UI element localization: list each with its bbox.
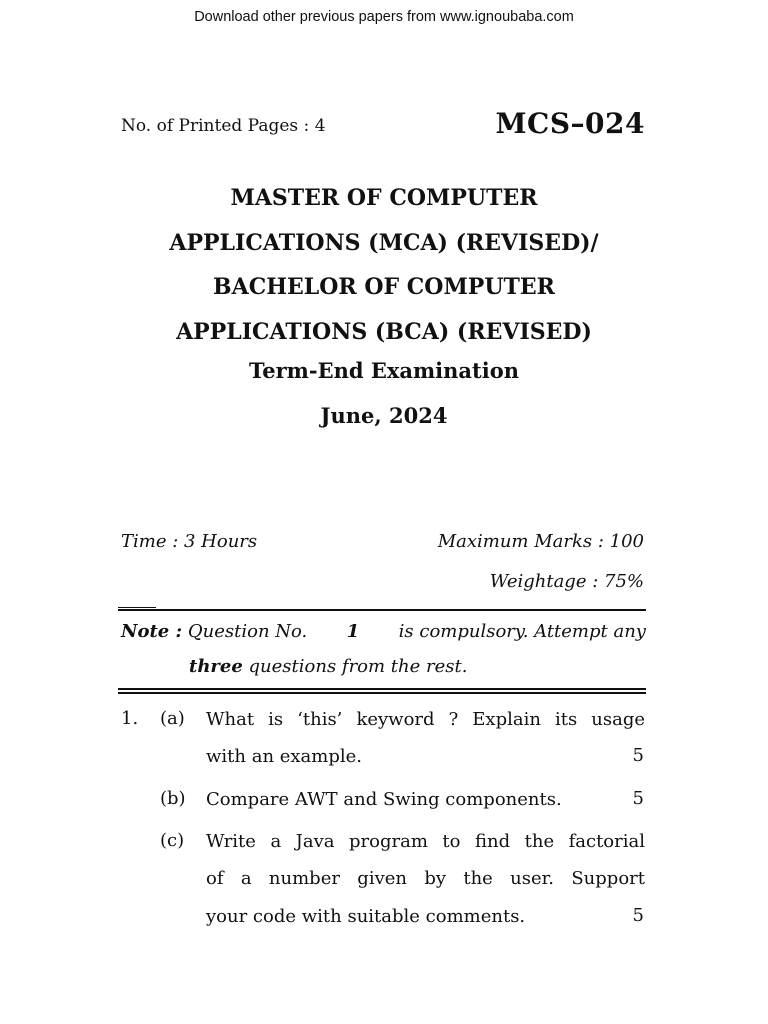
part-a-label: (a) [160,708,185,729]
printed-pages: No. of Printed Pages : 4 [121,116,326,136]
note-top-rule-short [118,607,156,608]
part-c-marks: 5 [632,905,644,926]
title-line-4: APPLICATIONS (BCA) (REVISED) [176,318,592,345]
time-allowed: Time : 3 Hours [121,531,258,552]
part-c-line-3: your code with suitable comments. [206,906,526,927]
note-question-number: 1 [346,621,360,642]
part-a-marks: 5 [632,745,644,766]
instructions-note [121,621,646,677]
note-bottom-rule-2 [118,692,646,694]
part-a-line-1: What is ‘this’ keyword ? Explain its usage [206,709,645,730]
download-banner: Download other previous papers from www.ignoubaba.com [194,9,574,25]
programme-title [0,176,768,354]
maximum-marks: Maximum Marks : 100 [437,531,644,552]
title-line-3: BACHELOR OF COMPUTER [213,274,555,300]
note-bottom-rule-1 [118,688,646,690]
exam-name: Term-End Examination [248,358,519,383]
paper-header [121,107,645,147]
title-line-2: APPLICATIONS (MCA) (REVISED)/ [169,229,599,256]
exam-date: June, 2024 [320,403,448,428]
question-number: 1. [121,708,139,729]
part-a-line-2: with an example. [206,746,363,767]
note-label: Note : [121,621,183,642]
part-b-label: (b) [160,788,186,809]
part-c-line-1: Write a Java program to find the factorial [206,831,645,852]
part-b-line-1: Compare AWT and Swing components. [206,789,562,810]
note-part2: is compulsory. Attempt any [398,621,646,642]
part-b-marks: 5 [632,788,644,809]
part-c-label: (c) [160,830,185,851]
note-top-rule [118,609,646,611]
part-c-line-2: of a number given by the user. Support [206,868,645,889]
note-part3: questions from the rest. [248,656,468,677]
course-code: MCS–024 [495,107,645,140]
note-emphasis: three [189,656,243,677]
note-part1: Question No. [187,621,308,642]
weightage: Weightage : 75% [489,571,644,592]
title-line-1: MASTER OF COMPUTER [230,185,538,211]
